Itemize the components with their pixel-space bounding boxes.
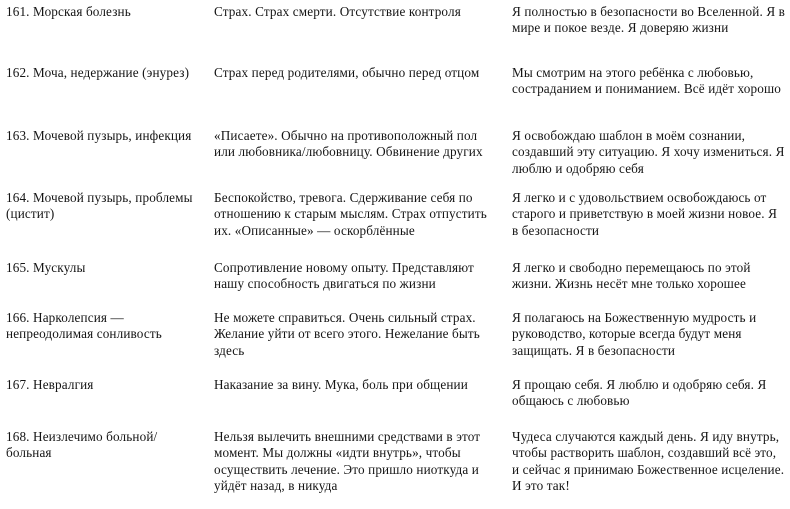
cell-affirmation bbox=[503, 373, 790, 425]
probable-cause-text: «Писаете». Обычно на противоположный пол или любовника/любовницу. Обвинение других bbox=[214, 128, 483, 160]
probable-cause-text: Сопротивление новому опыту. Представляют нашу способность двигаться по жизни bbox=[214, 260, 474, 292]
cell-probable-cause bbox=[204, 256, 503, 306]
cell-probable-cause bbox=[204, 124, 503, 186]
table-row bbox=[0, 373, 790, 425]
cell-ailment-name bbox=[0, 61, 204, 124]
cell-ailment-name bbox=[0, 373, 204, 425]
cell-ailment-name bbox=[0, 186, 204, 256]
cell-probable-cause bbox=[204, 306, 503, 373]
affirmation-text: Я полагаюсь на Божественную мудрость и руководство, которые всегда будут меня защищать. Я в безопасности bbox=[512, 310, 757, 358]
cell-probable-cause bbox=[204, 373, 503, 425]
cell-affirmation bbox=[503, 306, 790, 373]
table-row bbox=[0, 186, 790, 256]
probable-cause-text: Беспокойство, тревога. Сдерживание себя по отношению к старым мыслям. Страх отпустить их. «Описанные» — оскорблённые bbox=[214, 190, 487, 238]
ailment-name-text: 164. Мочевой пузырь, проблемы (цистит) bbox=[6, 190, 193, 222]
cell-ailment-name bbox=[0, 306, 204, 373]
affirmation-text: Мы смотрим на этого ребёнка с любовью, состраданием и пониманием. Всё идёт хорошо bbox=[512, 65, 781, 97]
cell-affirmation bbox=[503, 256, 790, 306]
cell-ailment-name bbox=[0, 0, 204, 61]
probable-cause-text: Страх. Страх смерти. Отсутствие контроля bbox=[214, 4, 461, 19]
cell-ailment-name bbox=[0, 124, 204, 186]
table-row bbox=[0, 425, 790, 509]
cell-probable-cause bbox=[204, 0, 503, 61]
affirmation-text: Я легко и с удовольствием освобождаюсь от старого и приветствую в моей жизни новое. Я в безопасности bbox=[512, 190, 777, 238]
ailment-name-text: 161. Морская болезнь bbox=[6, 4, 131, 19]
cell-ailment-name bbox=[0, 256, 204, 306]
cell-probable-cause bbox=[204, 186, 503, 256]
table-row bbox=[0, 256, 790, 306]
affirmation-text: Чудеса случаются каждый день. Я иду внутрь, чтобы растворить шаблон, создавший всё это, и сейчас я принимаю Божественное исцеление. И это так! bbox=[512, 429, 785, 493]
ailment-name-text: 166. Нарколепсия — непреодолимая сонливость bbox=[6, 310, 162, 342]
probable-cause-text: Страх перед родителями, обычно перед отцом bbox=[214, 65, 480, 80]
probable-cause-text: Нельзя вылечить внешними средствами в этот момент. Мы должны «идти внутрь», чтобы осуществить лечение. Это пришло ниоткуда и уйдёт назад, в никуда bbox=[214, 429, 481, 493]
ailment-name-text: 168. Неизлечимо больной/ больная bbox=[6, 429, 158, 461]
cell-probable-cause bbox=[204, 425, 503, 509]
affirmation-text: Я прощаю себя. Я люблю и одобряю себя. Я общаюсь с любовью bbox=[512, 377, 767, 409]
cell-probable-cause bbox=[204, 61, 503, 124]
table-row bbox=[0, 306, 790, 373]
affirmation-text: Я освобождаю шаблон в моём сознании, создавший эту ситуацию. Я хочу измениться. Я люблю и одобряю себя bbox=[512, 128, 785, 176]
affirmation-text: Я легко и свободно перемещаюсь по этой жизни. Жизнь несёт мне только хорошее bbox=[512, 260, 751, 292]
table-row bbox=[0, 124, 790, 186]
table-row bbox=[0, 61, 790, 124]
ailment-name-text: 165. Мускулы bbox=[6, 260, 86, 275]
ailment-name-text: 163. Мочевой пузырь, инфекция bbox=[6, 128, 192, 143]
cell-affirmation bbox=[503, 0, 790, 61]
cell-affirmation bbox=[503, 61, 790, 124]
probable-cause-text: Не можете справиться. Очень сильный страх. Желание уйти от всего этого. Нежелание быть здесь bbox=[214, 310, 480, 358]
affirmation-text: Я полностью в безопасности во Вселенной. Я в мире и покое везде. Я доверяю жизни bbox=[512, 4, 786, 36]
cell-affirmation bbox=[503, 425, 790, 509]
ailment-name-text: 167. Невралгия bbox=[6, 377, 94, 392]
probable-cause-text: Наказание за вину. Мука, боль при общении bbox=[214, 377, 468, 392]
table-row bbox=[0, 0, 790, 61]
cell-affirmation bbox=[503, 124, 790, 186]
ailment-name-text: 162. Моча, недержание (энурез) bbox=[6, 65, 190, 80]
cell-affirmation bbox=[503, 186, 790, 256]
cell-ailment-name bbox=[0, 425, 204, 509]
